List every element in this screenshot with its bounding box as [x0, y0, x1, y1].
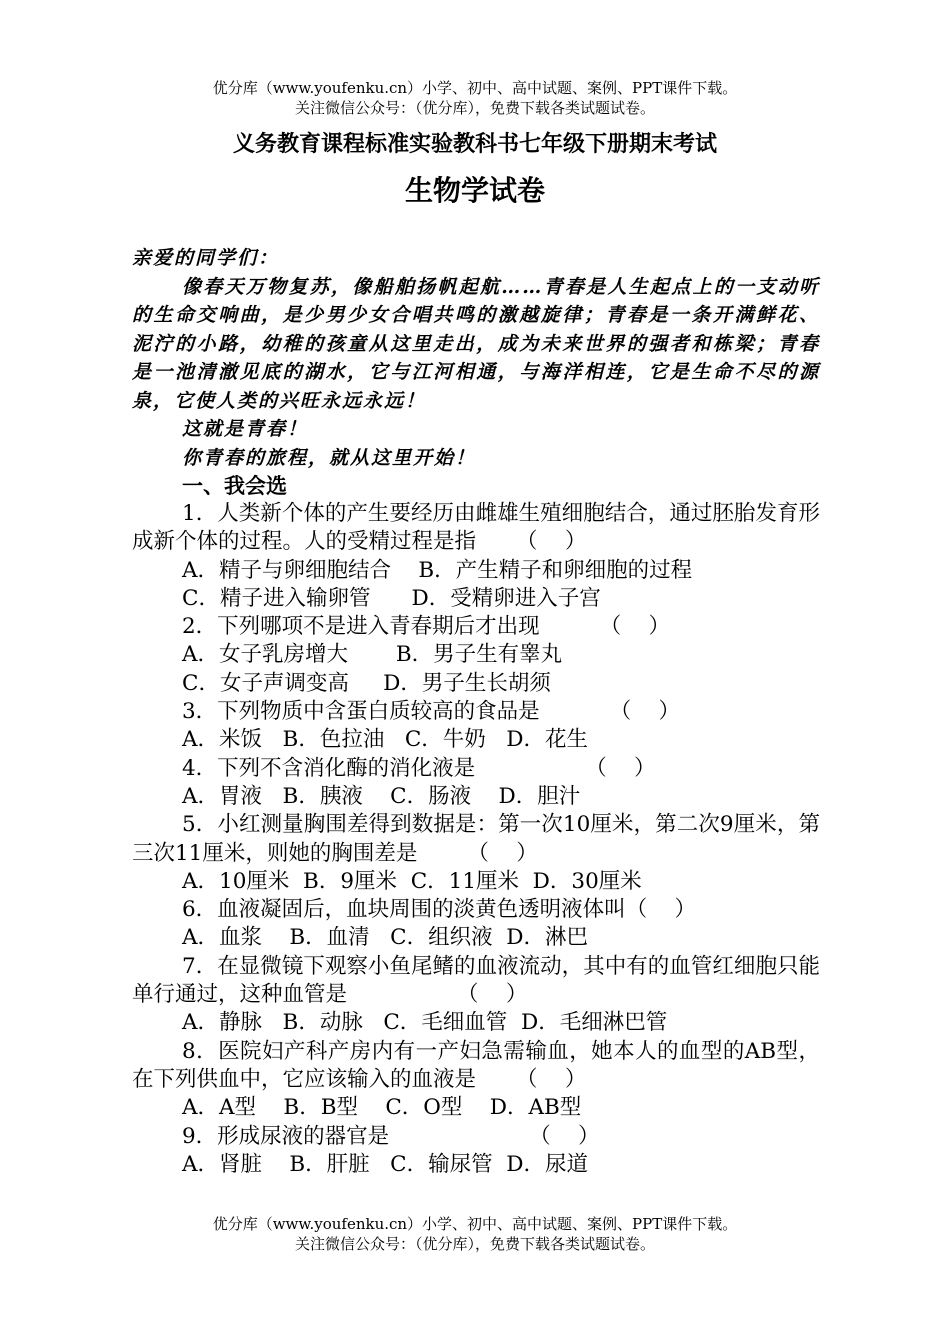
intro-letter — [132, 244, 820, 472]
question-options: A．精子与卵细胞结合 B．产生精子和卵细胞的过程 — [182, 557, 693, 583]
question-text: 1．人类新个体的产生要经历由雌雄生殖细胞结合，通过胚胎发育形成新个体的过程。人的受精过程是指 — [132, 501, 820, 555]
question-text: 4．下列不含消化酶的消化液是 — [182, 755, 476, 781]
footer-line-1: 优分库（www.youfenku.cn）小学、初中、高中试题、案例、PPT课件下载。 — [212, 1215, 738, 1233]
question-text: 5．小红测量胸围差得到数据是：第一次10厘米，第二次9厘米，第三次11厘米，则她的胸围差是 — [132, 812, 820, 866]
footer-line-2: 关注微信公众号：（优分库），免费下载各类试题试卷。 — [294, 1235, 655, 1253]
answer-bracket[interactable]: （ ） — [516, 1066, 587, 1092]
answer-bracket[interactable]: （ ） — [516, 529, 587, 555]
question-text: 2．下列哪项不是进入青春期后才出现 — [182, 614, 540, 640]
question-stem — [132, 698, 820, 726]
answer-bracket[interactable]: （ ） — [625, 897, 697, 923]
intro-line-1: 这就是青春！ — [182, 418, 309, 440]
answer-bracket[interactable]: （ ） — [585, 755, 656, 781]
question-stem — [132, 1038, 820, 1095]
intro-paragraph: 像春天万物复苏，像船舶扬帆起航……青春是人生起点上的一支动听的生命交响曲，是少男少女合唱共鸣的激越旋律；青春是一条开满鲜花、泥泞的小路，幼稚的孩童从这里走出，成为未来世界的强者和栋梁；青春是一池清澈见底的湖水，它与江河相通，与海洋相连，它是生命不尽的源泉，它使人类的兴旺永远永远！ — [132, 275, 820, 412]
question-options: A．10厘米 B．9厘米 C．11厘米 D．30厘米 — [182, 868, 642, 894]
answer-bracket[interactable]: （ ） — [529, 1123, 600, 1149]
header-line-2: 关注微信公众号：（优分库），免费下载各类试题试卷。 — [294, 99, 655, 117]
question-stem — [132, 500, 820, 557]
question-text: 8．医院妇产科产房内有一产妇急需输血，她本人的血型的AB型，在下列供血中，它应该输入的血液是 — [132, 1038, 820, 1092]
question-options: A．米饭 B．色拉油 C．牛奶 D．花生 — [182, 727, 589, 753]
question-text: 6．血液凝固后，血块周围的淡黄色透明液体叫 — [182, 897, 626, 923]
question-options: C．精子进入输卵管 D．受精卵进入子宫 — [182, 585, 601, 611]
question-options: A．A型 B．B型 C．O型 D．AB型 — [182, 1095, 582, 1121]
question-stem — [132, 896, 820, 924]
question-text: 9．形成尿液的器官是 — [182, 1123, 390, 1149]
header-line-1: 优分库（www.youfenku.cn）小学、初中、高中试题、案例、PPT课件下载。 — [212, 79, 738, 97]
question-options: A．静脉 B．动脉 C．毛细血管 D．毛细淋巴管 — [182, 1010, 668, 1036]
question-list — [132, 472, 820, 1179]
question-stem — [132, 755, 820, 783]
exam-subject-title: 生物学试卷 — [404, 174, 545, 207]
question-stem — [132, 811, 820, 868]
question-options: A．肾脏 B．肝脏 C．输尿管 D．尿道 — [182, 1151, 589, 1177]
question-options: A．女子乳房增大 B．男子生有睾丸 — [182, 642, 563, 668]
question-stem — [132, 1123, 820, 1151]
question-stem — [132, 953, 820, 1010]
answer-bracket[interactable]: （ ） — [457, 982, 528, 1008]
intro-greeting: 亲爱的同学们： — [132, 247, 280, 269]
question-text: 3．下列物质中含蛋白质较高的食品是 — [182, 699, 540, 725]
question-options: A．血浆 B．血清 C．组织液 D．淋巴 — [182, 925, 589, 951]
section-title: 一、我会选 — [182, 474, 287, 498]
answer-bracket[interactable]: （ ） — [609, 699, 681, 725]
question-text: 7．在显微镜下观察小鱼尾鳍的血液流动，其中有的血管红细胞只能单行通过，这种血管是 — [132, 953, 820, 1008]
question-options: C．女子声调变高 D．男子生长胡须 — [182, 670, 551, 696]
intro-line-2: 你青春的旅程，就从这里开始！ — [182, 446, 477, 469]
question-stem — [132, 613, 820, 641]
question-options: A．胃液 B．胰液 C．肠液 D．胆汁 — [182, 783, 581, 809]
answer-bracket[interactable]: （ ） — [599, 614, 671, 640]
exam-content — [132, 244, 820, 1179]
answer-bracket[interactable]: （ ） — [467, 840, 538, 866]
exam-title: 义务教育课程标准实验教科书七年级下册期末考试 — [232, 132, 717, 157]
